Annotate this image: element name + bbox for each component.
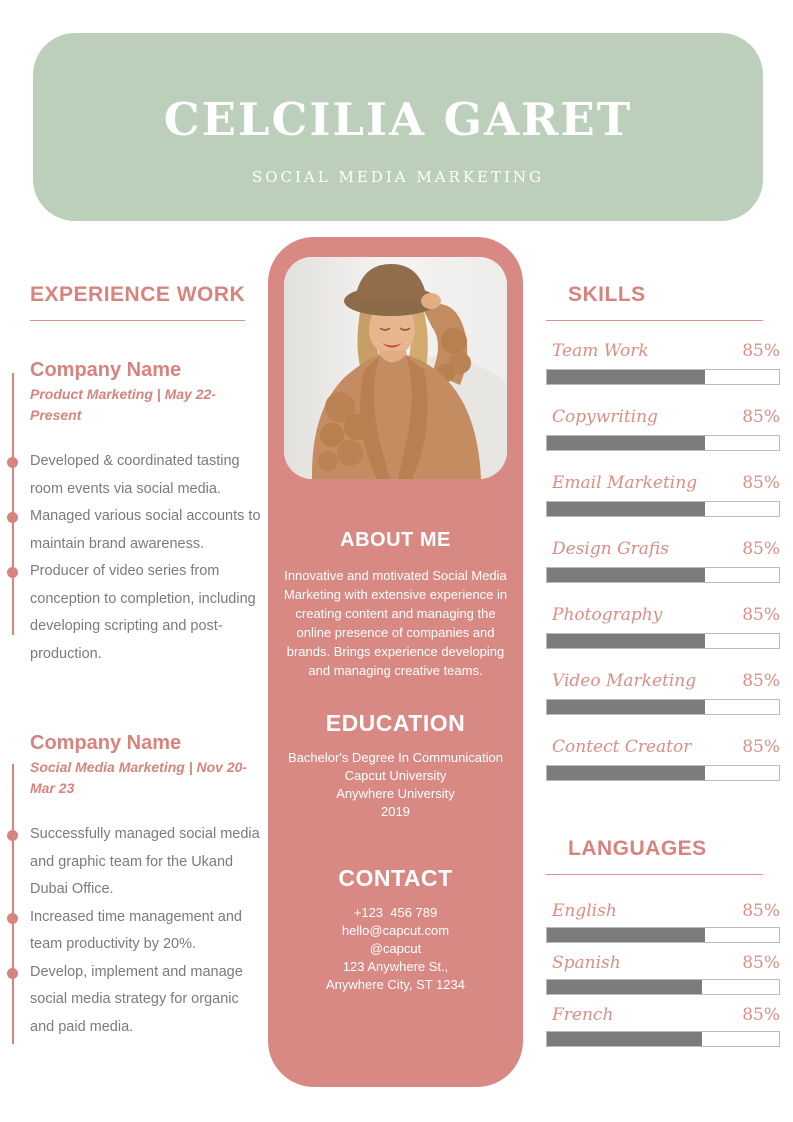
portrait-illustration <box>284 257 507 479</box>
contact-lines <box>268 904 523 994</box>
contact-phone: +123 456 789 <box>353 905 438 920</box>
job-bullet: Successfully managed social media and graphic team for the Ukand Dubai Office. <box>30 821 262 904</box>
job-meta: Product Marketing | May 22-Present <box>30 386 216 423</box>
contact-email: hello@capcut.com <box>341 923 450 938</box>
experience-section <box>30 283 262 1041</box>
skill-label: Copywriting <box>552 407 658 427</box>
skill-bar <box>546 633 780 649</box>
header-banner <box>33 33 763 221</box>
contact-address-1: 123 Anywhere St., <box>342 959 449 974</box>
contact-heading: CONTACT <box>338 865 453 891</box>
language-label: Spanish <box>552 953 621 973</box>
skill-item <box>546 407 780 451</box>
skill-value: 85% <box>742 737 780 757</box>
job-entry <box>30 732 262 1041</box>
language-bar-fill <box>547 928 705 942</box>
education-line: Capcut University <box>344 768 447 783</box>
skill-label: Contect Creator <box>552 737 692 757</box>
skill-label: Email Marketing <box>552 473 698 493</box>
language-bar <box>546 979 780 995</box>
skill-bar-fill <box>547 436 705 450</box>
skill-value: 85% <box>742 605 780 625</box>
skill-item <box>546 539 780 583</box>
skill-bar-fill <box>547 502 705 516</box>
skill-bar <box>546 369 780 385</box>
contact-address-2: Anywhere City, ST 1234 <box>326 977 465 992</box>
skill-bar <box>546 501 780 517</box>
skill-bar <box>546 435 780 451</box>
language-bar <box>546 927 780 943</box>
skill-item <box>546 671 780 715</box>
skill-label: Video Marketing <box>552 671 697 691</box>
person-name: CELCILIA GARET <box>163 93 633 146</box>
skill-bar <box>546 765 780 781</box>
language-bar <box>546 1031 780 1047</box>
profile-card <box>268 237 523 1087</box>
skill-value: 85% <box>742 473 780 493</box>
skill-value: 85% <box>742 539 780 559</box>
language-item <box>546 901 780 943</box>
company-name: Company Name <box>30 359 182 381</box>
skill-label: Design Grafis <box>552 539 669 559</box>
skill-label: Team Work <box>552 341 649 361</box>
about-text: Innovative and motivated Social Media Marketing with extensive experience in creating content and managing the online presence of companies and brands. Brings experience developing and managing creative teams. <box>283 568 508 678</box>
language-value: 85% <box>742 901 780 921</box>
skill-label: Photography <box>552 605 663 625</box>
job-bullet: Producer of video series from conception to completion, including developing scripting and post-production. <box>30 558 262 668</box>
job-bullet: Developed & coordinated tasting room events via social media. <box>30 448 262 503</box>
language-label: English <box>552 901 617 921</box>
skill-bar-fill <box>547 700 705 714</box>
language-bar-fill <box>547 980 702 994</box>
experience-heading: EXPERIENCE WORK <box>30 283 246 306</box>
contact-handle: @capcut <box>369 941 422 956</box>
languages-heading: LANGUAGES <box>568 837 707 860</box>
skill-value: 85% <box>742 671 780 691</box>
job-entry <box>30 359 262 668</box>
skills-heading: SKILLS <box>568 283 646 306</box>
skills-divider <box>546 320 763 321</box>
language-bar-fill <box>547 1032 702 1046</box>
education-heading: EDUCATION <box>325 710 466 736</box>
about-heading: ABOUT ME <box>340 529 451 551</box>
skill-bar-fill <box>547 634 705 648</box>
job-bullet: Increased time management and team productivity by 20%. <box>30 904 262 959</box>
skill-bar-fill <box>547 568 705 582</box>
company-name: Company Name <box>30 732 182 754</box>
languages-list <box>546 901 780 1047</box>
education-lines <box>268 749 523 821</box>
language-item <box>546 953 780 995</box>
skill-value: 85% <box>742 407 780 427</box>
experience-divider <box>30 320 245 321</box>
profile-photo <box>284 257 507 479</box>
skill-item <box>546 341 780 385</box>
languages-divider <box>546 874 763 875</box>
education-line: 2019 <box>381 804 410 819</box>
timeline-line <box>12 373 14 635</box>
language-item <box>546 1005 780 1047</box>
job-bullet: Managed various social accounts to maintain brand awareness. <box>30 503 262 558</box>
skills-list <box>546 341 780 781</box>
education-line: Anywhere University <box>336 786 455 801</box>
job-title: SOCIAL MEDIA MARKETING <box>251 168 545 186</box>
skill-item <box>546 605 780 649</box>
skill-bar <box>546 699 780 715</box>
skill-item <box>546 737 780 781</box>
job-meta: Social Media Marketing | Nov 20-Mar 23 <box>30 759 248 796</box>
skill-value: 85% <box>742 341 780 361</box>
language-value: 85% <box>742 1005 780 1025</box>
skills-section <box>546 283 780 1057</box>
job-bullet-list <box>30 821 262 1041</box>
language-value: 85% <box>742 953 780 973</box>
skill-bar <box>546 567 780 583</box>
skill-bar-fill <box>547 370 705 384</box>
language-label: French <box>552 1005 614 1025</box>
skill-item <box>546 473 780 517</box>
job-bullet-list <box>30 448 262 668</box>
education-line: Bachelor's Degree In Communication <box>288 750 503 765</box>
skill-bar-fill <box>547 766 705 780</box>
timeline-line <box>12 764 14 1044</box>
job-bullet: Develop, implement and manage social media strategy for organic and paid media. <box>30 959 262 1042</box>
